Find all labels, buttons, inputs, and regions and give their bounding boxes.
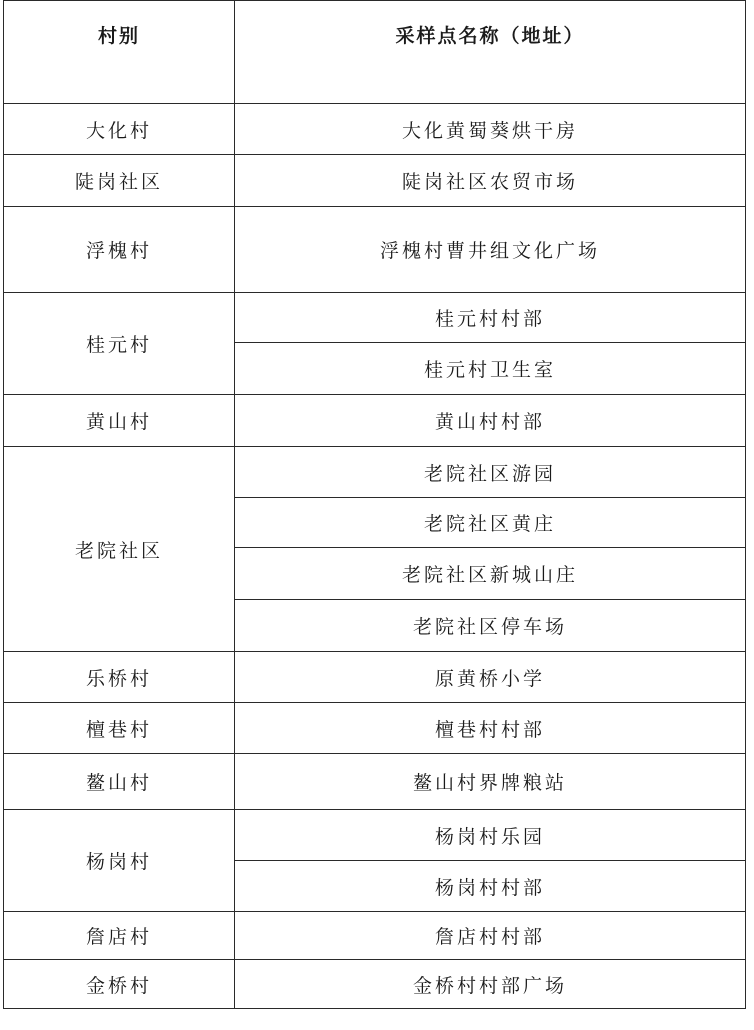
site-cell: 杨岗村村部 bbox=[235, 861, 746, 912]
village-cell: 鳌山村 bbox=[4, 754, 235, 810]
site-cell: 桂元村卫生室 bbox=[235, 343, 746, 395]
village-cell: 陡岗社区 bbox=[4, 155, 235, 207]
site-cell: 詹店村村部 bbox=[235, 912, 746, 960]
village-cell: 金桥村 bbox=[4, 960, 235, 1009]
village-cell: 浮槐村 bbox=[4, 207, 235, 293]
site-cell: 杨岗村乐园 bbox=[235, 810, 746, 861]
table-row bbox=[4, 652, 746, 703]
village-cell: 桂元村 bbox=[4, 293, 235, 395]
site-cell: 原黄桥小学 bbox=[235, 652, 746, 703]
header-site-name: 采样点名称（地址） bbox=[235, 1, 746, 104]
site-cell: 老院社区黄庄 bbox=[235, 498, 746, 548]
sampling-sites-table bbox=[3, 0, 746, 1009]
site-cell: 老院社区新城山庄 bbox=[235, 548, 746, 600]
table-row bbox=[4, 703, 746, 754]
village-cell: 杨岗村 bbox=[4, 810, 235, 912]
table-row bbox=[4, 104, 746, 155]
site-cell: 浮槐村曹井组文化广场 bbox=[235, 207, 746, 293]
table-row bbox=[4, 395, 746, 447]
table-row bbox=[4, 207, 746, 293]
site-cell: 金桥村村部广场 bbox=[235, 960, 746, 1009]
site-cell: 陡岗社区农贸市场 bbox=[235, 155, 746, 207]
table-row bbox=[4, 810, 746, 861]
site-cell: 檀巷村村部 bbox=[235, 703, 746, 754]
village-cell: 黄山村 bbox=[4, 395, 235, 447]
village-cell: 乐桥村 bbox=[4, 652, 235, 703]
table-row bbox=[4, 960, 746, 1009]
site-cell: 老院社区游园 bbox=[235, 447, 746, 498]
table-row bbox=[4, 155, 746, 207]
table-row bbox=[4, 293, 746, 343]
table-header-row bbox=[4, 1, 746, 104]
site-cell: 黄山村村部 bbox=[235, 395, 746, 447]
table-row bbox=[4, 754, 746, 810]
header-village: 村别 bbox=[4, 1, 235, 104]
village-cell: 檀巷村 bbox=[4, 703, 235, 754]
site-cell: 鳌山村界牌粮站 bbox=[235, 754, 746, 810]
site-cell: 桂元村村部 bbox=[235, 293, 746, 343]
site-cell: 大化黄蜀葵烘干房 bbox=[235, 104, 746, 155]
village-cell: 大化村 bbox=[4, 104, 235, 155]
table-row bbox=[4, 912, 746, 960]
table-row bbox=[4, 447, 746, 498]
village-cell: 詹店村 bbox=[4, 912, 235, 960]
site-cell: 老院社区停车场 bbox=[235, 600, 746, 652]
village-cell: 老院社区 bbox=[4, 447, 235, 652]
